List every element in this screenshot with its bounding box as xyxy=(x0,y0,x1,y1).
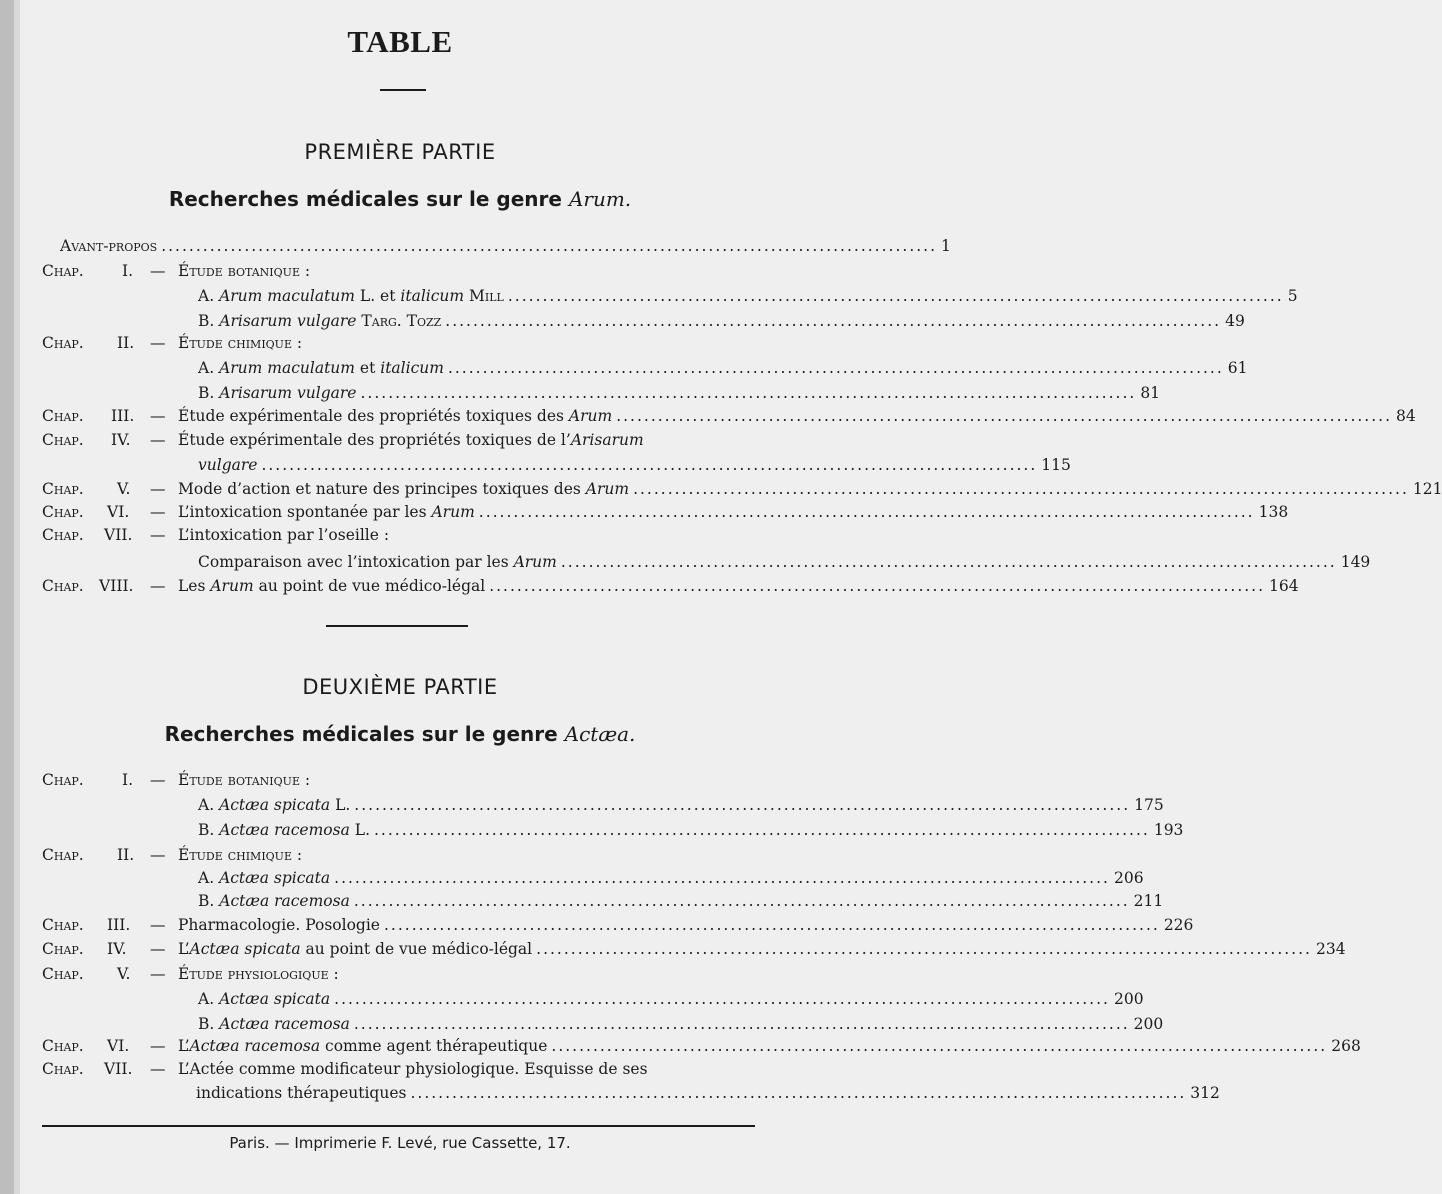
label-letter: A. xyxy=(198,796,215,814)
entry-label xyxy=(178,477,629,501)
toc-row xyxy=(0,574,1299,598)
entry-label: Pharmacologie. Posologie xyxy=(178,916,380,934)
page-number: 149 xyxy=(1340,553,1371,571)
toc-entry xyxy=(198,453,1071,477)
page-number: 121 xyxy=(1412,480,1442,498)
entry-label xyxy=(198,309,441,333)
label-text: L’ xyxy=(178,1037,190,1055)
leader-dots: ................................................................................................................ xyxy=(410,1084,1187,1102)
leader-dots: ................................................................................................................ xyxy=(360,384,1137,402)
part2-subtitle xyxy=(0,722,800,746)
author-name: L. xyxy=(330,796,351,814)
toc-row xyxy=(0,404,1416,428)
leader-dots: ................................................................................................................ xyxy=(447,359,1224,377)
toc-row xyxy=(0,309,1245,333)
toc-entry xyxy=(198,987,1144,1011)
genus-name: Arum xyxy=(585,480,630,498)
page-number: 49 xyxy=(1225,312,1245,330)
page-number: 226 xyxy=(1163,916,1194,934)
chapter-label: Chap. xyxy=(42,262,84,280)
chapter-number: IV. xyxy=(111,431,131,449)
toc-row xyxy=(0,381,1161,405)
genus-name: Arisarum xyxy=(570,431,644,449)
chapter-label: Chap. xyxy=(42,771,84,789)
leader-dots: ................................................................................................................ xyxy=(616,407,1393,425)
chapter-label: Chap. xyxy=(42,503,84,521)
page-number: 200 xyxy=(1133,1015,1164,1033)
leader-dots: ................................................................................................................ xyxy=(161,237,938,255)
label-letter: B. xyxy=(198,892,215,910)
toc-row xyxy=(0,234,951,258)
page-number: 175 xyxy=(1134,796,1164,814)
toc-entry xyxy=(60,234,951,258)
leader-dots: ................................................................................................................ xyxy=(353,1015,1130,1033)
leader-dots: ................................................................................................................ xyxy=(353,892,1130,910)
label-text: Étude expérimentale des propriétés toxiques des xyxy=(178,407,569,425)
chapter-number: III. xyxy=(111,407,135,425)
entry-label xyxy=(178,574,485,598)
toc-row xyxy=(0,793,1164,817)
chapter-number: VIII. xyxy=(99,577,134,595)
part1-heading: PREMIÈRE PARTIE xyxy=(304,140,496,164)
toc-row xyxy=(0,913,1194,937)
toc-row xyxy=(0,1081,1220,1105)
page-number: 5 xyxy=(1287,287,1298,305)
species-name: Actæa spicata xyxy=(219,869,331,887)
chapter-label: Chap. xyxy=(42,334,84,352)
em-dash: — xyxy=(150,480,166,498)
toc-entry xyxy=(198,550,1371,574)
title-rule xyxy=(380,89,426,91)
toc-row xyxy=(0,1034,1361,1058)
toc-row xyxy=(0,962,800,986)
page-number: 206 xyxy=(1113,869,1144,887)
genus-name: Arum xyxy=(513,553,557,571)
entry-label xyxy=(178,428,644,452)
label-letter: B. xyxy=(198,384,215,402)
printer-imprint: Paris. — Imprimerie F. Levé, rue Cassette, 17. xyxy=(229,1134,571,1152)
label-text: L’ xyxy=(178,940,190,958)
label-letter: A. xyxy=(198,869,215,887)
toc-entry xyxy=(178,1034,1361,1058)
page-number: 193 xyxy=(1153,821,1184,839)
toc-row xyxy=(0,453,1071,477)
toc-row xyxy=(0,1012,1164,1036)
chapter-number: I. xyxy=(122,262,134,280)
entry-label xyxy=(178,500,475,524)
entry-label xyxy=(178,937,532,961)
part-separator-rule xyxy=(326,625,468,627)
label-letter: B. xyxy=(198,312,215,330)
em-dash: — xyxy=(150,431,166,449)
em-dash: — xyxy=(150,577,166,595)
label-text: L’intoxication spontanée par les xyxy=(178,503,432,521)
toc-row xyxy=(0,866,1144,890)
part1-subtitle-text: Recherches médicales sur le genre xyxy=(168,187,562,211)
toc-entry xyxy=(198,356,1248,380)
label-text: au point de vue médico-légal xyxy=(253,577,486,595)
em-dash: — xyxy=(150,1060,166,1078)
label-text: et xyxy=(354,359,381,377)
entry-label: Étude physiologique : xyxy=(178,965,339,983)
chapter-label: Chap. xyxy=(42,916,84,934)
toc-row xyxy=(0,987,1144,1011)
entry-label xyxy=(198,284,504,308)
em-dash: — xyxy=(150,503,166,521)
page-number: 200 xyxy=(1113,990,1144,1008)
toc-entry xyxy=(198,284,1298,308)
species-name: Actæa racemosa xyxy=(219,821,350,839)
label-text: Les xyxy=(178,577,211,595)
leader-dots: ................................................................................................................ xyxy=(507,287,1284,305)
species-name: Actæa racemosa xyxy=(219,1015,350,1033)
toc-row xyxy=(0,428,800,452)
part2-subtitle-genus: Actæa. xyxy=(564,722,636,746)
species-name: Arum maculatum xyxy=(219,359,355,377)
entry-label xyxy=(178,1034,547,1058)
entry-label xyxy=(198,818,370,842)
em-dash: — xyxy=(150,965,166,983)
chapter-number: VI. xyxy=(107,503,130,521)
leader-dots: ................................................................................................................ xyxy=(489,577,1266,595)
chapter-label: Chap. xyxy=(42,407,84,425)
genus-name: Arum xyxy=(431,503,475,521)
toc-row xyxy=(0,523,800,547)
page-title: TABLE xyxy=(347,24,453,59)
page-number: 234 xyxy=(1315,940,1346,958)
toc-row xyxy=(0,818,1184,842)
label-text: Étude expérimentale des propriétés toxiques de l’ xyxy=(178,431,571,449)
chapter-label: Chap. xyxy=(42,1037,84,1055)
page-number: 115 xyxy=(1041,456,1071,474)
chapter-number: I. xyxy=(122,771,134,789)
page-number: 312 xyxy=(1190,1084,1220,1102)
entry-label: L’Actée comme modificateur physiologique. Esquisse de ses xyxy=(178,1060,648,1078)
chapter-number: III. xyxy=(107,916,131,934)
entry-label: Étude botanique : xyxy=(178,771,311,789)
toc-entry xyxy=(198,381,1161,405)
toc-entry xyxy=(178,574,1299,598)
author-name: L. xyxy=(349,821,370,839)
em-dash: — xyxy=(150,334,166,352)
species-name: Actæa racemosa xyxy=(219,892,350,910)
toc-entry xyxy=(198,793,1164,817)
species-name: Arum maculatum xyxy=(219,287,355,305)
leader-dots: ................................................................................................................ xyxy=(261,456,1038,474)
entry-label: indications thérapeutiques xyxy=(196,1084,407,1102)
entry-label xyxy=(198,550,557,574)
em-dash: — xyxy=(150,1037,166,1055)
toc-row xyxy=(0,1057,800,1081)
author-name: Targ. Tozz xyxy=(356,312,442,330)
chapter-label: Chap. xyxy=(42,940,84,958)
leader-dots: ................................................................................................................ xyxy=(334,990,1110,1008)
page-number: 138 xyxy=(1258,503,1289,521)
page-number: 1 xyxy=(941,237,951,255)
label-letter: B. xyxy=(198,1015,215,1033)
toc-row xyxy=(0,477,1442,501)
chapter-number: V. xyxy=(117,965,131,983)
chapter-number: II. xyxy=(117,846,135,864)
leader-dots: ................................................................................................................ xyxy=(354,796,1131,814)
chapter-label: Chap. xyxy=(42,1060,84,1078)
page-number: 211 xyxy=(1133,892,1164,910)
leader-dots: ................................................................................................................ xyxy=(536,940,1312,958)
toc-row xyxy=(0,284,1298,308)
entry-label: Étude chimique : xyxy=(178,334,303,352)
chapter-label: Chap. xyxy=(42,577,84,595)
em-dash: — xyxy=(150,940,166,958)
chapter-number: VII. xyxy=(104,526,133,544)
chapter-label: Chap. xyxy=(42,431,84,449)
label-text: L. et xyxy=(354,287,401,305)
entry-label xyxy=(198,866,330,890)
toc-row xyxy=(0,331,800,355)
chapter-number: VII. xyxy=(104,1060,133,1078)
toc-row xyxy=(0,259,800,283)
species-name: Arisarum vulgare xyxy=(219,384,357,402)
leader-dots: ................................................................................................................ xyxy=(374,821,1150,839)
leader-dots: ................................................................................................................ xyxy=(383,916,1160,934)
entry-label: Étude chimique : xyxy=(178,846,303,864)
chapter-number: VI. xyxy=(107,1037,130,1055)
label-letter: B. xyxy=(198,821,215,839)
genus-name: Arum xyxy=(210,577,254,595)
entry-label xyxy=(198,889,350,913)
toc-entry xyxy=(198,889,1164,913)
em-dash: — xyxy=(150,407,166,425)
toc-row xyxy=(0,843,800,867)
label-text: au point de vue médico-légal xyxy=(300,940,533,958)
chapter-number: V. xyxy=(117,480,131,498)
label-text: Comparaison avec l’intoxication par les xyxy=(198,553,514,571)
species-name: vulgare xyxy=(198,456,258,474)
label-letter: A. xyxy=(198,287,215,305)
chapter-label: Chap. xyxy=(42,526,84,544)
label-text: comme agent thérapeutique xyxy=(320,1037,548,1055)
toc-row xyxy=(0,768,800,792)
entry-label: Étude botanique : xyxy=(178,262,311,280)
author-name: Mill xyxy=(464,287,504,305)
toc-entry xyxy=(178,477,1442,501)
toc-entry xyxy=(178,404,1416,428)
toc-entry xyxy=(178,500,1289,524)
species-name: Actæa spicata xyxy=(219,796,331,814)
toc-entry xyxy=(178,937,1346,961)
entry-label xyxy=(198,356,444,380)
part1-subtitle-genus: Arum. xyxy=(568,187,632,211)
species-name: Arisarum vulgare xyxy=(219,312,357,330)
toc-entry xyxy=(196,1081,1220,1105)
species-name: italicum xyxy=(380,359,444,377)
toc-row xyxy=(0,937,1346,961)
chapter-label: Chap. xyxy=(42,846,84,864)
part1-subtitle xyxy=(0,187,800,211)
footer-rule xyxy=(42,1125,755,1127)
leader-dots: ................................................................................................................ xyxy=(334,869,1110,887)
species-name: Actæa spicata xyxy=(189,940,301,958)
toc-row xyxy=(0,889,1164,913)
page-number: 81 xyxy=(1140,384,1161,402)
chapter-label: Chap. xyxy=(42,480,84,498)
entry-label xyxy=(198,381,356,405)
entry-label xyxy=(198,987,330,1011)
em-dash: — xyxy=(150,846,166,864)
page-number: 164 xyxy=(1269,577,1299,595)
em-dash: — xyxy=(150,526,166,544)
chapter-label: Chap. xyxy=(42,965,84,983)
toc-entry xyxy=(198,309,1245,333)
chapter-number: IV. xyxy=(107,940,127,958)
leader-dots: ................................................................................................................ xyxy=(445,312,1222,330)
part2-heading: DEUXIÈME PARTIE xyxy=(302,675,498,699)
toc-entry xyxy=(198,818,1184,842)
entry-label: L’intoxication par l’oseille : xyxy=(178,526,390,544)
leader-dots: ................................................................................................................ xyxy=(551,1037,1328,1055)
leader-dots: ................................................................................................................ xyxy=(560,553,1337,571)
leader-dots: ................................................................................................................ xyxy=(633,480,1409,498)
entry-label xyxy=(178,404,612,428)
genus-name: Arum xyxy=(568,407,613,425)
label-letter: A. xyxy=(198,359,215,377)
species-name: Actæa spicata xyxy=(219,990,331,1008)
page-number: 84 xyxy=(1396,407,1416,425)
entry-label xyxy=(198,1012,350,1036)
toc-entry xyxy=(178,913,1194,937)
toc-row xyxy=(0,356,1248,380)
part2-subtitle-text: Recherches médicales sur le genre xyxy=(164,722,558,746)
entry-label: Avant-propos xyxy=(60,237,158,255)
em-dash: — xyxy=(150,771,166,789)
toc-row xyxy=(0,500,1289,524)
em-dash: — xyxy=(150,916,166,934)
species-name: italicum xyxy=(400,287,465,305)
chapter-number: II. xyxy=(117,334,135,352)
page-number: 268 xyxy=(1331,1037,1361,1055)
toc-entry xyxy=(198,866,1144,890)
toc-entry xyxy=(198,1012,1164,1036)
label-letter: A. xyxy=(198,990,215,1008)
em-dash: — xyxy=(150,262,166,280)
label-text: Mode d’action et nature des principes toxiques des xyxy=(178,480,586,498)
leader-dots: ................................................................................................................ xyxy=(478,503,1255,521)
toc-row xyxy=(0,550,1371,574)
page-number: 61 xyxy=(1227,359,1248,377)
entry-label xyxy=(198,793,350,817)
species-name: Actæa racemosa xyxy=(189,1037,321,1055)
